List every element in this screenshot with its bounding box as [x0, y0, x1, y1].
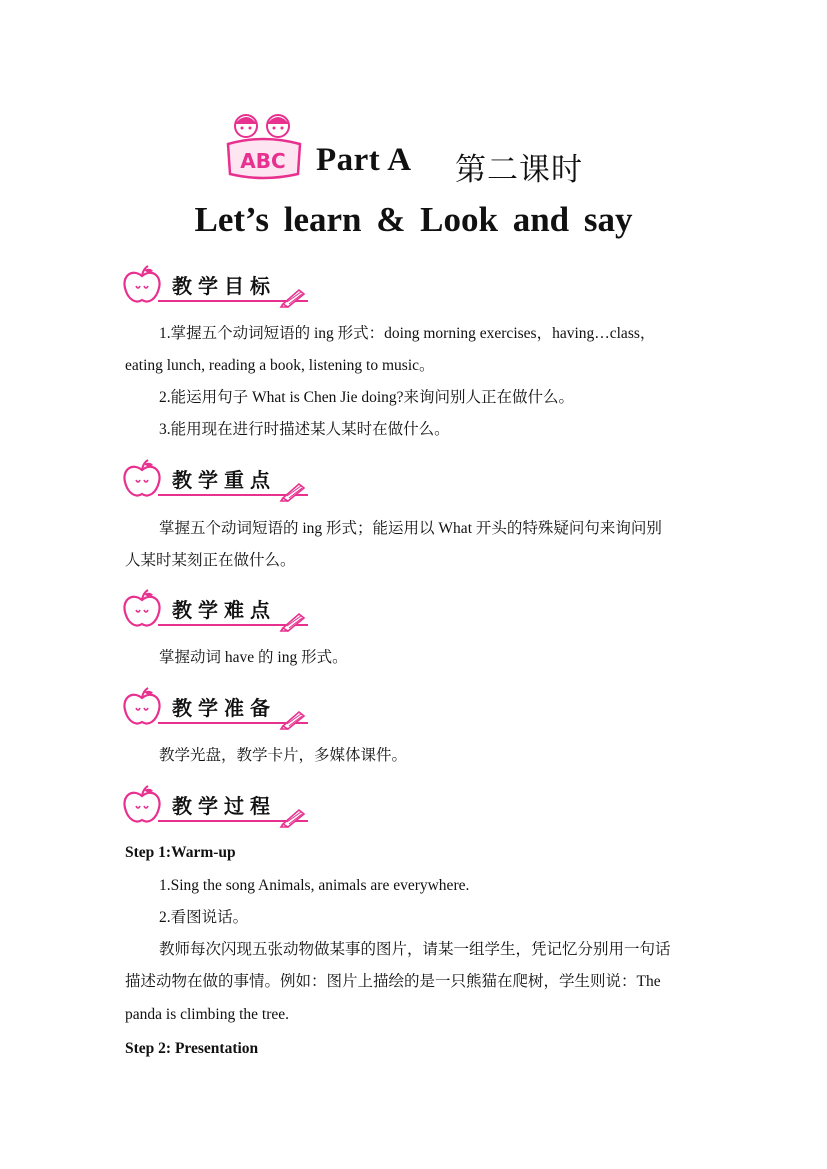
title-part: Part A — [316, 142, 412, 178]
section-heading-key-points — [122, 458, 322, 508]
pen-icon — [279, 286, 307, 308]
section-heading-process — [122, 784, 322, 834]
objective-line: 2.能运用句子 What is Chen Jie doing?来询问别人正在做什么。 — [159, 389, 575, 406]
step-title: Step 1:Warm-up — [125, 844, 236, 861]
apple-icon — [122, 588, 162, 630]
pen-icon — [279, 610, 307, 632]
pen-icon — [279, 708, 307, 730]
pen-icon — [279, 806, 307, 828]
pen-icon — [279, 480, 307, 502]
step-line: 1.Sing the song Animals, animals are everywhere. — [159, 877, 470, 894]
objective-line: eating lunch, reading a book, listening to music。 — [125, 357, 435, 374]
apple-icon — [122, 458, 162, 500]
apple-icon — [122, 686, 162, 728]
page-subtitle: Let’s learn & Look and say — [194, 200, 633, 239]
step-line: 2.看图说话。 — [159, 909, 249, 926]
section-title: 教学过程 — [172, 794, 276, 818]
logo-text: ABC — [240, 149, 286, 173]
step-title: Step 2: Presentation — [125, 1040, 259, 1057]
difficulty-line: 掌握动词 have 的 ing 形式。 — [159, 649, 348, 666]
section-title: 教学准备 — [172, 696, 276, 720]
objective-line: 1.掌握五个动词短语的 ing 形式：doing morning exercises，having…class， — [159, 325, 656, 342]
apple-icon — [122, 784, 162, 826]
preparation-line: 教学光盘，教学卡片，多媒体课件。 — [159, 747, 408, 764]
section-title: 教学目标 — [172, 274, 276, 298]
apple-icon — [122, 264, 162, 306]
section-heading-preparation — [122, 686, 322, 736]
step-line: 教师每次闪现五张动物做某事的图片，请某一组学生，凭记忆分别用一句话 — [159, 941, 671, 958]
kids-abc-logo-icon — [222, 108, 304, 184]
objective-line: 3.能用现在进行时描述某人某时在做什么。 — [159, 421, 450, 438]
key-point-line: 人某时某刻正在做什么。 — [125, 552, 296, 569]
section-heading-objectives — [122, 264, 322, 314]
step-line: panda is climbing the tree. — [125, 1006, 289, 1023]
title-block — [0, 108, 827, 248]
section-title: 教学重点 — [172, 468, 276, 492]
key-point-line: 掌握五个动词短语的 ing 形式；能运用以 What 开头的特殊疑问句来询问别 — [159, 520, 662, 537]
title-lesson: 第二课时 — [455, 152, 583, 188]
section-title: 教学难点 — [172, 598, 276, 622]
section-heading-difficulties — [122, 588, 322, 638]
step-line: 描述动物在做的事情。例如：图片上描绘的是一只熊猫在爬树，学生则说：The — [125, 973, 661, 990]
